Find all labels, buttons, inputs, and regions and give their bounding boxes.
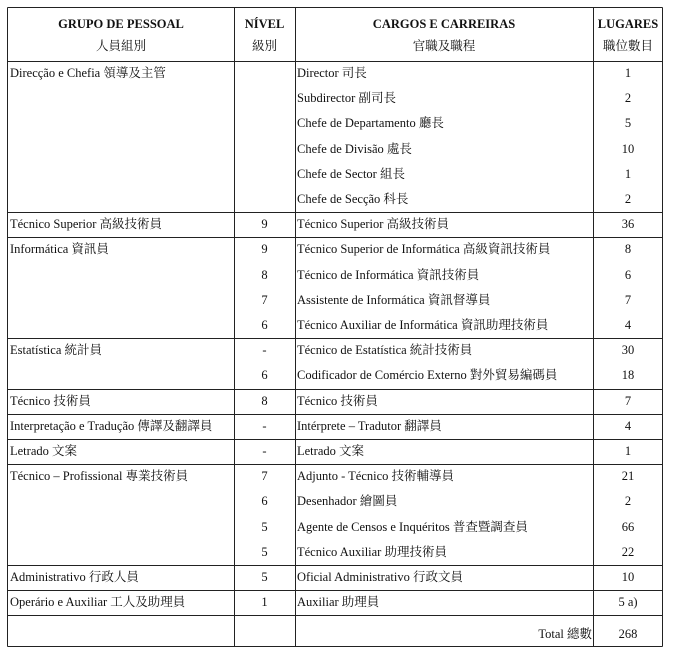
row-lugares: 10 (621, 141, 635, 156)
row-lugares: 36 (621, 217, 635, 232)
row-lugares: 2 (624, 494, 632, 509)
header-lugares: LUGARES (597, 17, 659, 31)
row-lugares: 18 (621, 368, 635, 383)
header-cargos-zh: 官職及職程 (412, 39, 476, 53)
row-cargo: Subdirector 副司長 (297, 91, 396, 106)
row-lugares: 1 (624, 166, 632, 181)
row-nivel: 5 (261, 519, 268, 534)
group-name: Interpretação e Tradução 傳譯及翻譯員 (10, 418, 213, 433)
total-value: 268 (618, 627, 638, 641)
row-cargo: Técnico de Estatística 統計技術員 (297, 343, 473, 358)
row-nivel: 6 (261, 318, 268, 332)
row-lugares: 7 (624, 292, 632, 307)
row-lugares: 30 (621, 343, 635, 358)
row-lugares: 21 (621, 469, 635, 484)
row-lugares: 22 (621, 544, 635, 559)
group-name: Operário e Auxiliar 工人及助理員 (10, 595, 186, 610)
row-cargo: Técnico 技術員 (297, 393, 378, 408)
row-nivel: 5 (261, 544, 268, 559)
row-nivel: 5 (261, 570, 268, 584)
row-nivel: 7 (261, 292, 268, 307)
row-nivel: 8 (261, 393, 268, 408)
row-lugares: 66 (621, 519, 635, 534)
row-cargo: Técnico de Informática 資訊技術員 (297, 267, 480, 282)
row-nivel: 8 (261, 267, 268, 282)
row-cargo: Chefe de Divisão 處長 (297, 141, 412, 156)
group-name: Técnico 技術員 (10, 393, 91, 408)
row-lugares: 5 (624, 116, 632, 131)
row-lugares: 6 (624, 267, 632, 282)
row-nivel: 9 (261, 217, 268, 232)
row-lugares: 8 (624, 242, 632, 257)
row-cargo: Codificador de Comércio Externo 對外貿易編碼員 (297, 368, 558, 383)
row-lugares: 10 (621, 570, 635, 584)
row-cargo: Director 司長 (297, 66, 367, 80)
row-lugares: 2 (624, 91, 632, 106)
header-nivel-zh: 級別 (251, 39, 277, 53)
row-cargo: Chefe de Sector 組長 (297, 166, 405, 181)
total-label: Total 總數 (538, 627, 592, 641)
row-lugares: 2 (624, 192, 632, 206)
row-nivel: - (262, 418, 267, 433)
row-cargo: Auxiliar 助理員 (297, 595, 380, 610)
header-grupo: GRUPO DE PESSOAL (58, 17, 184, 31)
header-nivel: NÍVEL (244, 17, 285, 31)
row-cargo: Técnico Superior 高級技術員 (297, 217, 450, 232)
row-cargo: Chefe de Secção 科長 (297, 192, 409, 206)
row-cargo: Desenhador 繪圖員 (297, 494, 398, 509)
row-lugares: 1 (624, 444, 632, 458)
row-nivel: 6 (261, 368, 268, 383)
row-nivel: - (262, 343, 267, 358)
row-nivel: - (262, 444, 267, 458)
row-cargo: Agente de Censos e Inquéritos 普查暨調查員 (297, 519, 528, 534)
row-cargo: Letrado 文案 (297, 444, 364, 458)
row-lugares: 1 (624, 66, 632, 80)
group-name: Técnico Superior 高級技術員 (10, 217, 163, 232)
row-nivel: 6 (261, 494, 268, 509)
group-name: Técnico – Profissional 專業技術員 (10, 469, 189, 484)
staff-table (7, 7, 663, 647)
row-cargo: Técnico Auxiliar de Informática 資訊助理技術員 (297, 318, 549, 332)
header-lugares-zh: 職位數目 (602, 39, 653, 53)
row-cargo: Adjunto - Técnico 技術輔導員 (297, 469, 455, 484)
row-nivel: 9 (261, 242, 268, 257)
row-lugares: 4 (624, 318, 632, 332)
header-cargos: CARGOS E CARREIRAS (372, 17, 516, 31)
row-nivel: 7 (261, 469, 268, 484)
row-nivel: 1 (261, 595, 268, 610)
row-cargo: Técnico Auxiliar 助理技術員 (297, 544, 447, 559)
row-cargo: Técnico Superior de Informática 高級資訊技術員 (297, 242, 551, 257)
group-name: Direcção e Chefia 領導及主管 (10, 66, 166, 80)
row-lugares: 5 a) (618, 595, 638, 610)
row-cargo: Assistente de Informática 資訊督導員 (297, 292, 491, 307)
row-cargo: Chefe de Departamento 廳長 (297, 116, 444, 131)
row-lugares: 4 (624, 418, 632, 433)
group-name: Estatística 統計員 (10, 343, 102, 358)
header-grupo-zh: 人員組別 (95, 39, 146, 53)
row-lugares: 7 (624, 393, 632, 408)
row-cargo: Intérprete – Tradutor 翻譯員 (297, 418, 442, 433)
row-cargo: Oficial Administrativo 行政文員 (297, 570, 463, 584)
group-name: Informática 資訊員 (10, 242, 109, 257)
group-name: Letrado 文案 (10, 444, 77, 458)
group-name: Administrativo 行政人員 (10, 570, 139, 584)
